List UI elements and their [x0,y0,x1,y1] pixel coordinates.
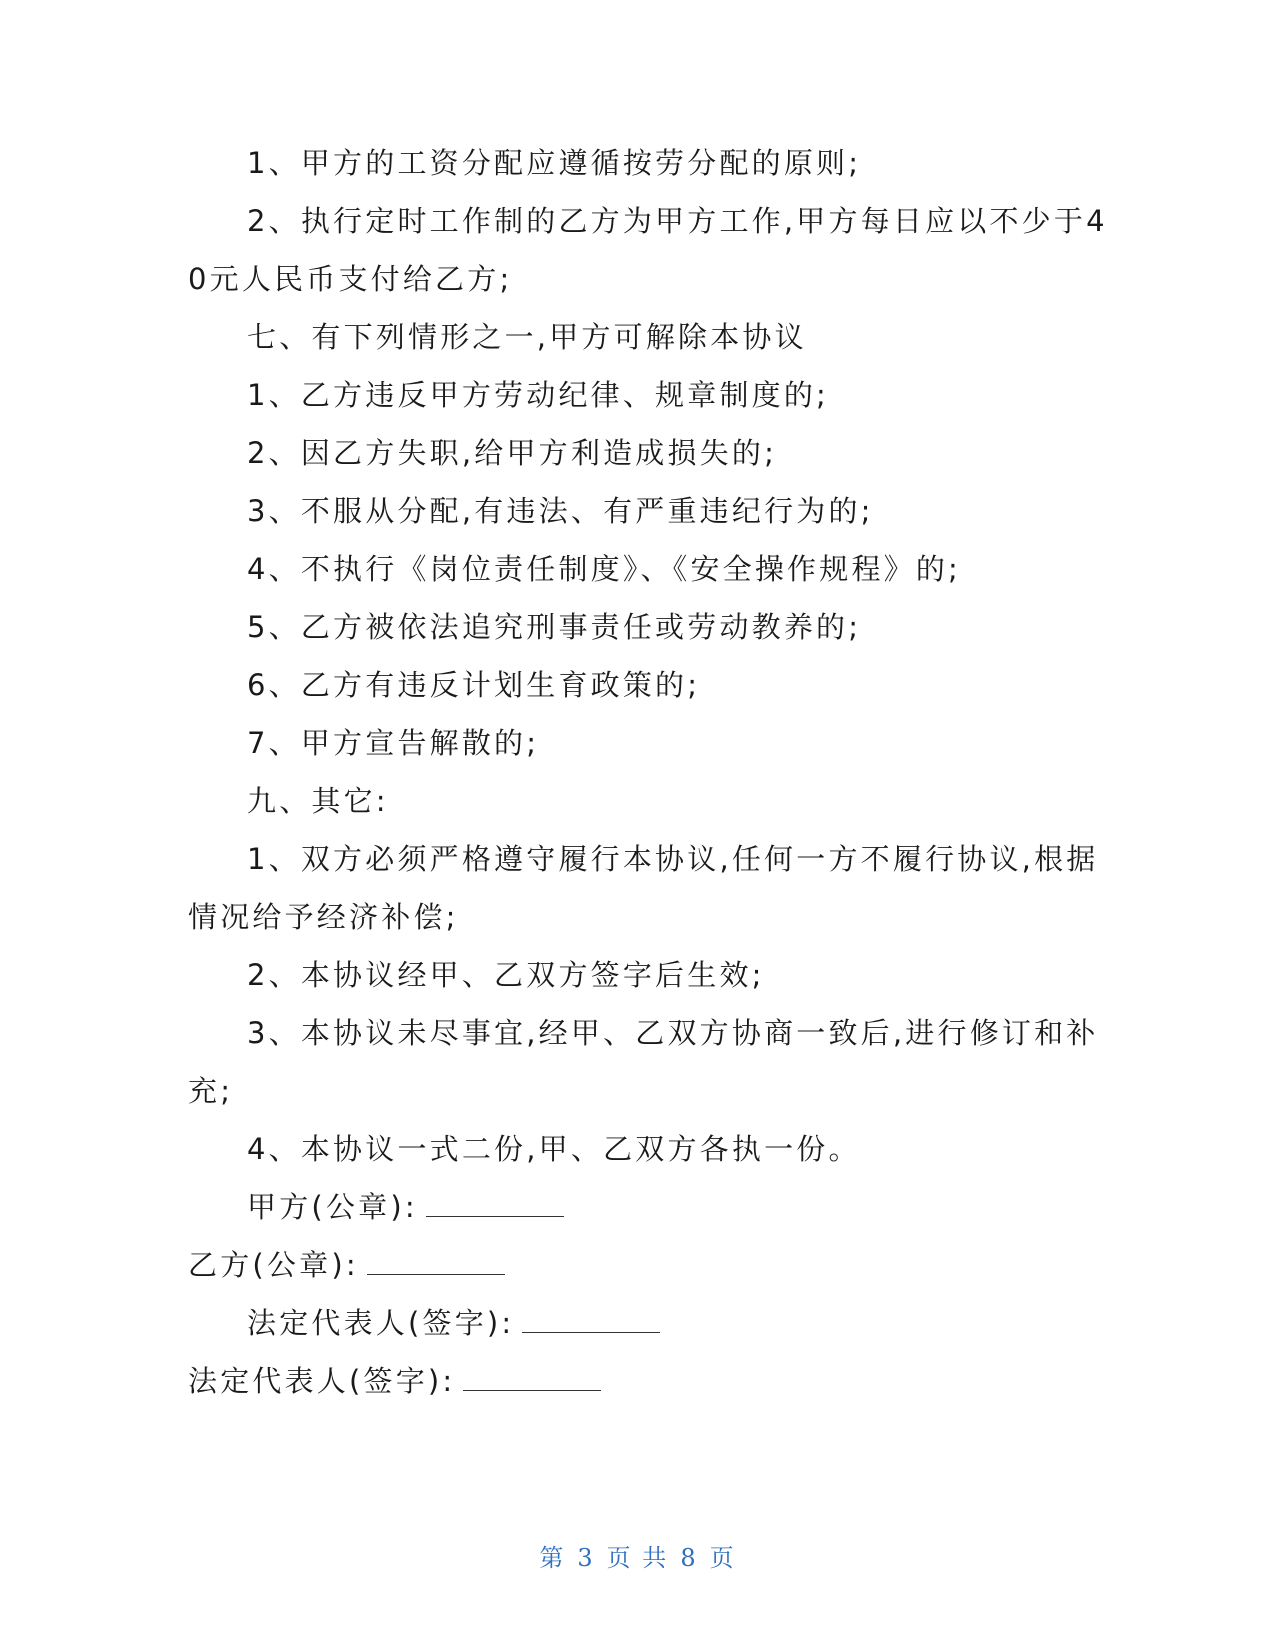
signature-blank [463,1366,601,1391]
footer-suffix: 页 [709,1544,736,1572]
signature-blank [426,1192,564,1217]
signature-label: 法定代表人(签字): [247,1306,515,1340]
total-page-number: 8 [680,1544,698,1572]
body-line: 3、不服从分配,有违法、有严重违纪行为的; [247,494,874,528]
footer-prefix: 第 [539,1544,566,1572]
section-heading: 九、其它: [247,784,389,818]
body-line: 6、乙方有违反计划生育政策的; [247,668,701,702]
body-line: 4、本协议一式二份,甲、乙双方各执一份。 [247,1132,861,1166]
signature-legal-rep-b [188,1361,601,1401]
signature-party-b [188,1245,505,1285]
body-line: 2、本协议经甲、乙双方签字后生效; [247,958,765,992]
signature-label: 乙方(公章): [188,1248,359,1282]
body-line: 0元人民币支付给乙方; [188,262,513,296]
signature-blank [522,1308,660,1333]
body-line: 情况给予经济补偿; [188,900,459,934]
footer-mid: 页 共 [606,1544,669,1572]
body-line: 4、不执行《岗位责任制度》、《安全操作规程》的; [247,552,962,586]
section-heading: 七、有下列情形之一,甲方可解除本协议 [247,320,807,354]
signature-blank [367,1250,505,1275]
body-line: 1、乙方违反甲方劳动纪律、规章制度的; [247,378,830,412]
signature-party-a [247,1187,564,1227]
signature-legal-rep-a [247,1303,660,1343]
body-line: 3、本协议未尽事宜,经甲、乙双方协商一致后,进行修订和补 [247,1016,1099,1050]
body-line: 5、乙方被依法追究刑事责任或劳动教养的; [247,610,862,644]
body-line: 2、因乙方失职,给甲方利造成损失的; [247,436,778,470]
body-line: 充; [188,1074,234,1108]
body-line: 1、双方必须严格遵守履行本协议,任何一方不履行协议,根据 [247,842,1099,876]
current-page-number: 3 [577,1544,595,1572]
body-line: 1、甲方的工资分配应遵循按劳分配的原则; [247,146,862,180]
signature-label: 法定代表人(签字): [188,1364,456,1398]
signature-label: 甲方(公章): [247,1190,418,1224]
body-line: 7、甲方宣告解散的; [247,726,540,760]
page-footer [0,1538,1275,1573]
body-line: 2、执行定时工作制的乙方为甲方工作,甲方每日应以不少于4 [247,204,1108,238]
